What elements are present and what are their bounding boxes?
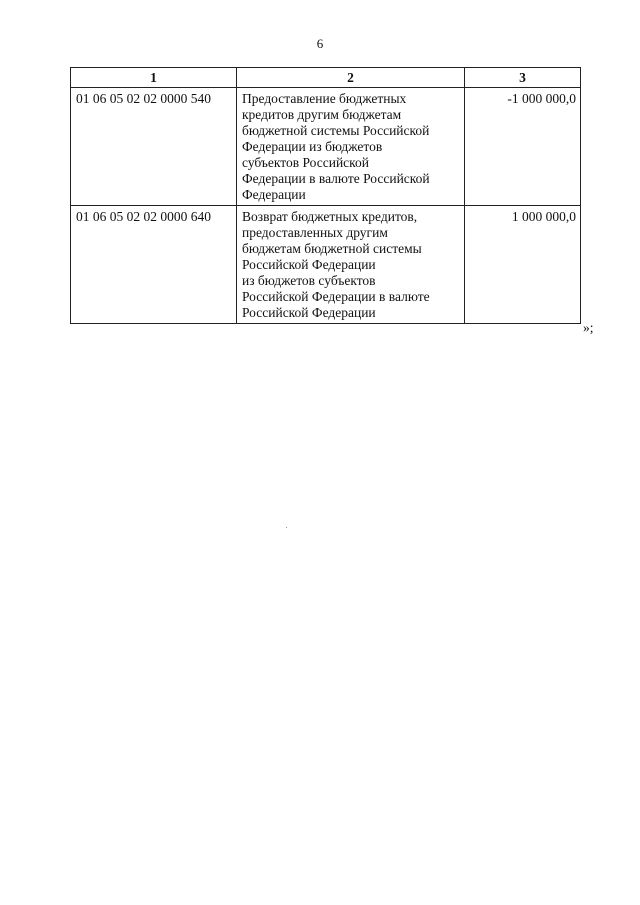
item-name-cell: Возврат бюджетных кредитов, предоставленных другим бюджетам бюджетной системы Российской Федерации из бюджетов субъектов Российской Федерации в валюте Российской Федерации: [237, 206, 465, 324]
table-row: [71, 88, 581, 206]
budget-code-cell: 01 06 05 02 02 0000 540: [71, 88, 237, 206]
item-name-cell: Предоставление бюджетных кредитов другим бюджетам бюджетной системы Российской Федерации из бюджетов субъектов Российской Федерации в валюте Российской Федерации: [237, 88, 465, 206]
column-header-2: 2: [237, 68, 465, 88]
amount-cell: 1 000 000,0: [465, 206, 581, 324]
table-header-row: [71, 68, 581, 88]
budget-sources-table: [70, 67, 581, 324]
table-row: [71, 206, 581, 324]
scan-artifact-dot: [286, 527, 287, 528]
budget-code-cell: 01 06 05 02 02 0000 640: [71, 206, 237, 324]
closing-quote-mark: »;: [583, 320, 594, 335]
page-number: 6: [316, 36, 324, 51]
column-header-3: 3: [465, 68, 581, 88]
column-header-1: 1: [71, 68, 237, 88]
amount-cell: -1 000 000,0: [465, 88, 581, 206]
